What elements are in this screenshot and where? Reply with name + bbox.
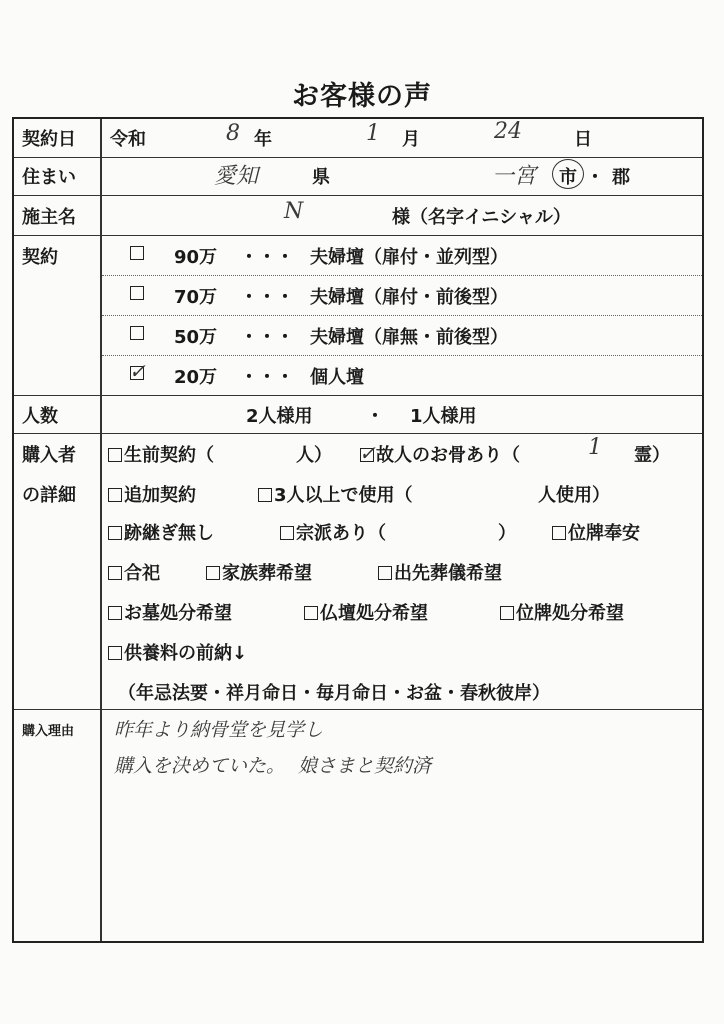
- people-separator: ・: [366, 406, 384, 427]
- detail-option-label: 供養料の前納↓: [124, 643, 248, 664]
- contract-dots: ・・・: [240, 327, 294, 348]
- address-label: 住まい: [22, 167, 76, 188]
- detail-option: [108, 599, 232, 625]
- day-value[interactable]: 24: [494, 119, 522, 144]
- remains-count-value[interactable]: 1: [588, 435, 602, 460]
- reason-label: 購入理由: [22, 724, 75, 739]
- row-divider: [14, 235, 702, 236]
- month-value[interactable]: 1: [366, 121, 380, 146]
- detail-option: [258, 481, 413, 507]
- contract-checkbox[interactable]: [130, 246, 144, 260]
- dotted-divider: [102, 355, 702, 356]
- detail-option-label: 跡継ぎ無し: [124, 523, 214, 544]
- day-unit: 日: [574, 129, 592, 150]
- detail-option-label: 宗派あり（: [296, 523, 386, 544]
- detail-option-label: 仏壇処分希望: [320, 603, 428, 624]
- detail-option-label: 故人のお骨あり（: [376, 445, 520, 466]
- reason-line2[interactable]: 購入を決めていた。: [114, 755, 286, 777]
- survey-form: [12, 117, 704, 943]
- contract-desc: 夫婦壇（扉付・並列型）: [310, 247, 508, 268]
- detail-option: [108, 481, 196, 507]
- detail-option-label: 出先葬儀希望: [394, 563, 502, 584]
- detail-checkbox[interactable]: [108, 526, 122, 540]
- detail-checkbox[interactable]: [258, 488, 272, 502]
- contract-option: [130, 323, 146, 344]
- contract-price: 50万: [174, 327, 218, 348]
- detail-option: [108, 639, 247, 665]
- year-unit: 年: [254, 129, 272, 150]
- contract-dots: ・・・: [240, 247, 294, 268]
- detail-option-label: 生前契約（: [124, 445, 214, 466]
- detail-option-label: 3人以上で使用（: [274, 485, 413, 506]
- detail-checkbox[interactable]: [378, 566, 392, 580]
- contract-checkbox[interactable]: [130, 326, 144, 340]
- memorial-services-note: （年忌法要・祥月命日・毎月命日・お盆・春秋彼岸）: [118, 683, 550, 704]
- detail-option-tail: 霊）: [634, 445, 670, 466]
- detail-checkbox[interactable]: [304, 606, 318, 620]
- city-unit: 市: [559, 167, 577, 188]
- contract-option: [129, 359, 146, 384]
- contract-checkbox-checked[interactable]: [129, 359, 146, 383]
- detail-option: [206, 559, 312, 585]
- detail-option-label: 家族葬希望: [222, 563, 312, 584]
- client-initial[interactable]: N: [284, 199, 304, 224]
- detail-option: [552, 519, 640, 545]
- people-option-two[interactable]: 2人様用: [246, 406, 313, 427]
- people-option-one[interactable]: 1人様用: [410, 406, 477, 427]
- year-value[interactable]: 8: [226, 121, 240, 146]
- contract-option: [130, 243, 146, 264]
- row-divider: [14, 395, 702, 396]
- details-label-line2: の詳細: [22, 485, 76, 506]
- detail-option-tail: ）: [498, 523, 516, 544]
- people-label: 人数: [22, 406, 58, 427]
- gun-unit: 郡: [612, 167, 630, 188]
- contract-checkbox[interactable]: [130, 286, 144, 300]
- row-divider: [14, 433, 702, 434]
- detail-checkbox[interactable]: [108, 566, 122, 580]
- dotted-divider: [102, 315, 702, 316]
- contract-price: 90万: [174, 247, 218, 268]
- detail-option-tail: 人使用）: [538, 485, 610, 506]
- detail-checkbox[interactable]: [500, 606, 514, 620]
- detail-option: [280, 519, 386, 545]
- contract-option: [130, 283, 146, 304]
- dotted-divider: [102, 275, 702, 276]
- details-label-line1: 購入者: [22, 445, 76, 466]
- detail-checkbox[interactable]: [552, 526, 566, 540]
- row-divider: [14, 157, 702, 158]
- detail-option: [500, 599, 624, 625]
- detail-option: [360, 441, 520, 467]
- contract-desc: 夫婦壇（扉無・前後型）: [310, 327, 508, 348]
- row-divider: [14, 709, 702, 710]
- detail-option-label: 位牌奉安: [568, 523, 640, 544]
- month-unit: 月: [402, 129, 420, 150]
- client-suffix: 様（名字イニシャル）: [392, 207, 571, 228]
- detail-option: [108, 559, 160, 585]
- detail-option-label: 合祀: [124, 563, 160, 584]
- prefecture-value[interactable]: 愛知: [214, 164, 259, 189]
- page-title: お客様の声: [292, 81, 432, 112]
- detail-option-label: お墓処分希望: [124, 603, 232, 624]
- detail-option-tail: 人）: [296, 445, 332, 466]
- detail-option-label: 追加契約: [124, 485, 196, 506]
- check-mark-icon: ✓: [359, 441, 376, 465]
- contract-dots: ・・・: [240, 287, 294, 308]
- detail-checkbox[interactable]: [108, 448, 122, 462]
- detail-checkbox[interactable]: [280, 526, 294, 540]
- detail-option: [108, 441, 214, 467]
- detail-option-label: 位牌処分希望: [516, 603, 624, 624]
- prefecture-unit: 県: [312, 167, 330, 188]
- detail-option: [304, 599, 428, 625]
- contract-label: 契約: [22, 247, 58, 268]
- contract-price: 20万: [174, 367, 218, 388]
- date-label: 契約日: [22, 129, 76, 150]
- contract-desc: 個人壇: [310, 367, 364, 388]
- detail-checkbox[interactable]: [108, 488, 122, 502]
- city-value[interactable]: 一宮: [492, 164, 537, 189]
- detail-checkbox-checked[interactable]: [359, 441, 376, 465]
- era-text: 令和: [110, 129, 146, 150]
- detail-checkbox[interactable]: [108, 646, 122, 660]
- detail-checkbox[interactable]: [206, 566, 220, 580]
- contract-dots: ・・・: [240, 367, 294, 388]
- contract-price: 70万: [174, 287, 218, 308]
- detail-option: [108, 519, 214, 545]
- reason-line1[interactable]: 昨年より納骨堂を見学し: [114, 719, 324, 741]
- address-separator: ・: [586, 167, 604, 188]
- client-label: 施主名: [22, 207, 76, 228]
- detail-checkbox[interactable]: [108, 606, 122, 620]
- reason-line3[interactable]: 娘さまと契約済: [298, 755, 432, 777]
- detail-option: [378, 559, 502, 585]
- row-divider: [14, 195, 702, 196]
- label-column-divider: [100, 119, 102, 941]
- contract-desc: 夫婦壇（扉付・前後型）: [310, 287, 508, 308]
- check-mark-icon: ✓: [129, 359, 146, 383]
